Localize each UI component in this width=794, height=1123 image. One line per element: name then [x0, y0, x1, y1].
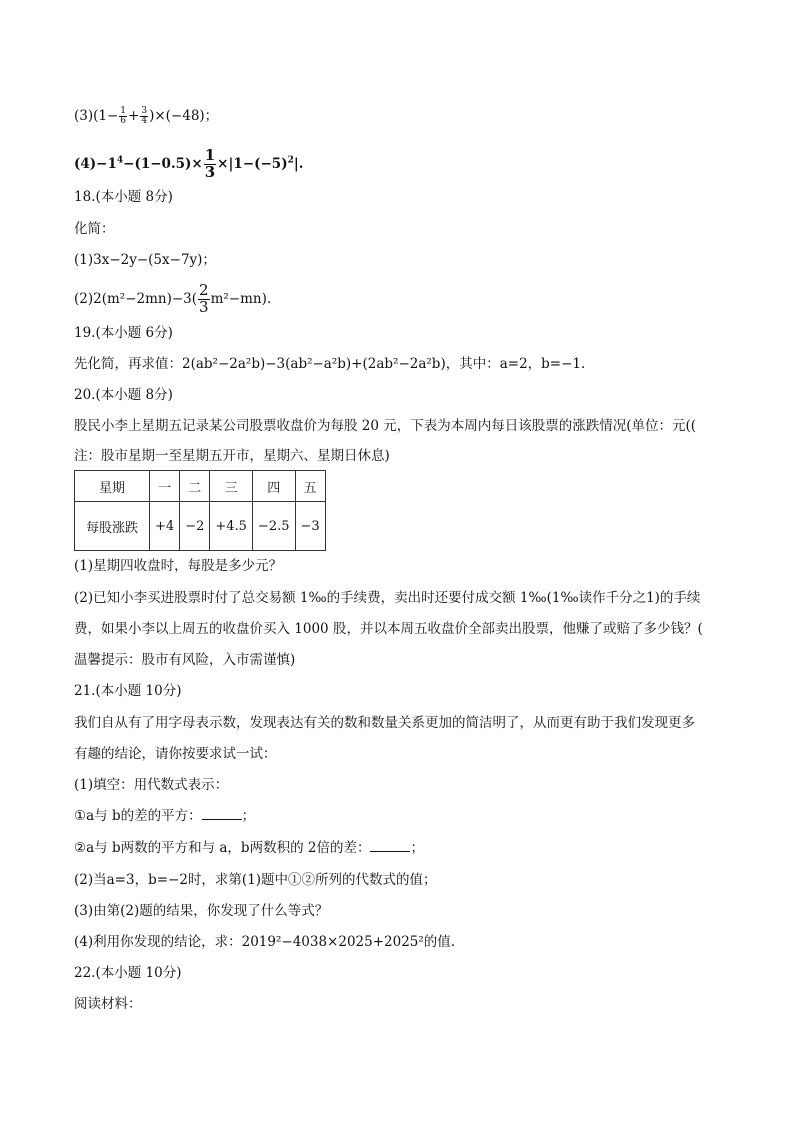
fraction-numerator: 1 [120, 105, 127, 116]
fraction [119, 107, 127, 127]
expr-text: )×(−48)； [149, 108, 219, 124]
problem-21-intro-line-1: 我们自从有了用字母表示数，发现表达有关的数和数量关系更加的简洁明了，从而更有助于我们发现更多 [74, 715, 695, 731]
problem-17-part-4 [74, 148, 303, 181]
fraction [204, 148, 216, 181]
table-cell: −2.5 [252, 502, 295, 551]
question-text: ； [241, 808, 256, 824]
table-cell: 五 [295, 471, 325, 502]
problem-18-part-1: (1)3x−2y−(5x−7y)； [74, 252, 216, 268]
fraction-denominator: 3 [199, 297, 209, 316]
problem-20-header: 20.(本小题 8分) [74, 387, 173, 403]
problem-21-question-3: (3)由第(2)题的结果，你发现了什么等式？ [74, 903, 329, 919]
problem-21-question-4: (4)利用你发现的结论，求：2019²−4038×2025+2025²的值. [74, 934, 456, 950]
problem-18-part-2 [74, 283, 271, 316]
problem-19-header: 19.(本小题 6分) [74, 325, 173, 341]
problem-18-header: 18.(本小题 8分) [74, 189, 173, 205]
expr-text: ×|1−(−5) [217, 155, 288, 172]
expr-text: −(1−0.5)× [123, 155, 203, 172]
problem-21-question-2: (2)当a=3，b=−2时，求第(1)题中①②所列的代数式的值； [74, 872, 437, 888]
answer-blank[interactable] [370, 839, 410, 852]
problem-20-question-1: (1)星期四收盘时，每股是多少元？ [74, 558, 283, 574]
table-cell: 每股涨跌 [75, 502, 150, 551]
table-row [75, 502, 326, 551]
problem-18-instruction: 化简： [74, 221, 115, 237]
question-text: ②a与 b两数的平方和与 a，b两数积的 2倍的差： [74, 840, 371, 856]
question-text: ； [410, 840, 424, 856]
expr-text: m²−mn). [210, 290, 272, 307]
table-cell: −3 [295, 502, 325, 551]
problem-22-header: 22.(本小题 10分) [74, 965, 182, 981]
fraction [198, 283, 210, 316]
answer-blank[interactable] [202, 807, 242, 820]
problem-21-header: 21.(本小题 10分) [74, 683, 182, 699]
fraction-denominator: 3 [204, 162, 216, 181]
problem-21-question-1b [74, 838, 424, 858]
problem-17-part-3 [74, 106, 218, 126]
problem-20-intro-line-1: 股民小李上星期五记录某公司股票收盘价为每股 20 元，下表为本周内每日该股票的涨跌情况(单位：元(( [74, 418, 697, 434]
fraction-denominator: 4 [141, 116, 148, 126]
problem-22-text: 阅读材料： [74, 996, 142, 1012]
table-cell: +4 [150, 502, 180, 551]
table-cell: 星期 [75, 471, 150, 502]
problem-21-question-1a [74, 806, 255, 826]
question-text: ①a与 b的差的平方： [74, 808, 202, 824]
table-cell: 二 [180, 471, 210, 502]
table-cell: −2 [180, 502, 210, 551]
expr-text: |. [293, 155, 304, 172]
problem-20-question-2-line-3: 温馨提示：股市有风险，入市需谨慎) [74, 652, 296, 668]
problem-20-intro-line-2: 注：股市星期一至星期五开市，星期六、星期日休息) [74, 448, 390, 464]
fraction-numerator: 1 [204, 146, 216, 164]
table-cell: +4.5 [210, 502, 253, 551]
exponent: 4 [116, 155, 124, 166]
stock-change-table [74, 470, 326, 551]
fraction-denominator: 6 [120, 116, 127, 126]
exponent: 2 [287, 155, 294, 166]
expr-text: (4)−1 [74, 155, 117, 172]
fraction [140, 107, 148, 127]
fraction-numerator: 3 [141, 105, 148, 116]
problem-20-question-2-line-2: 费，如果小李以上周五的收盘价买入 1000 股，并以本周五收盘价全部卖出股票，他赚了或赔了多少钱？( [74, 621, 703, 637]
problem-20-question-2-line-1: (2)已知小李买进股票时付了总交易额 1‰的手续费，卖出时还要付成交额 1‰(1‰读作千分之1)的手续 [74, 590, 701, 606]
table-cell: 三 [210, 471, 253, 502]
expr-text: (3)(1− [74, 108, 119, 124]
table-row [75, 471, 326, 502]
fraction-numerator: 2 [199, 281, 209, 299]
expr-text: (2)2(m²−2mn)−3( [74, 290, 198, 307]
problem-21-question-1: (1)填空：用代数式表示： [74, 777, 229, 793]
plus-sign: + [128, 108, 140, 124]
table-cell: 四 [252, 471, 295, 502]
problem-19-text: 先化简，再求值：2(ab²−2a²b)−3(ab²−a²b)+(2ab²−2a²b)，其中：a=2，b=−1. [74, 356, 586, 372]
problem-21-intro-line-2: 有趣的结论，请你按要求试一试： [74, 746, 277, 762]
table-cell: 一 [150, 471, 180, 502]
